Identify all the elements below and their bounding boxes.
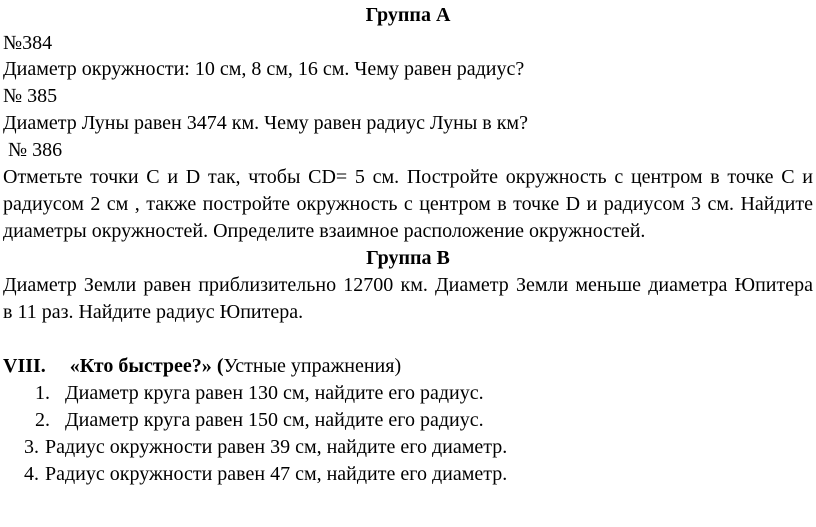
section-viii-title: «Кто быстрее?» [69,355,212,377]
task-386-line-2: радиусом 2 см , также постройте окружность с центром в точке D и радиусом 3 см. Найдите [3,193,813,215]
list-item-text: Диаметр круга равен 130 см, найдите его радиус. [65,382,484,404]
list-item-number: 3. [24,436,39,458]
list-item-text: Диаметр круга равен 150 см, найдите его радиус. [65,409,484,431]
section-viii-heading [3,353,401,380]
task-386-line-1: Отметьте точки С и D так, чтобы CD= 5 см. Постройте окружность с центром в точке С и [3,166,813,188]
section-viii-subtitle: Устные упражнения) [223,355,402,377]
list-item-text: Радиус окружности равен 47 см, найдите его диаметр. [45,463,508,485]
list-item-text: Радиус окружности равен 39 см, найдите его диаметр. [45,436,508,458]
group-b-line-1: Диаметр Земли равен приблизительно 12700 км. Диаметр Земли меньше диаметра Юпитера [3,274,813,296]
list-item-number: 4. [24,463,39,485]
task-384-text: Диаметр окружности: 10 см, 8 см, 16 см. Чему равен радиус? [3,58,525,80]
task-384-number: №384 [3,32,53,54]
group-b-line-2: в 11 раз. Найдите радиус Юпитера. [3,301,304,323]
list-item [35,407,484,434]
list-item-number: 2. [35,409,50,431]
group-b-heading: Группа В [366,247,450,269]
list-item-number: 1. [35,382,50,404]
task-385-number: № 385 [3,85,58,107]
section-viii-numeral: VIII. [3,355,46,377]
list-item [24,434,507,461]
task-386-number: № 386 [3,139,63,161]
section-viii-open-paren: ( [216,355,224,377]
list-item [35,380,484,407]
task-385-text: Диаметр Луны равен 3474 км. Чему равен радиус Луны в км? [3,112,528,134]
task-386-line-3: диаметры окружностей. Определите взаимное расположение окружностей. [3,220,646,242]
list-item [24,461,507,488]
group-a-heading: Группа А [365,4,451,26]
